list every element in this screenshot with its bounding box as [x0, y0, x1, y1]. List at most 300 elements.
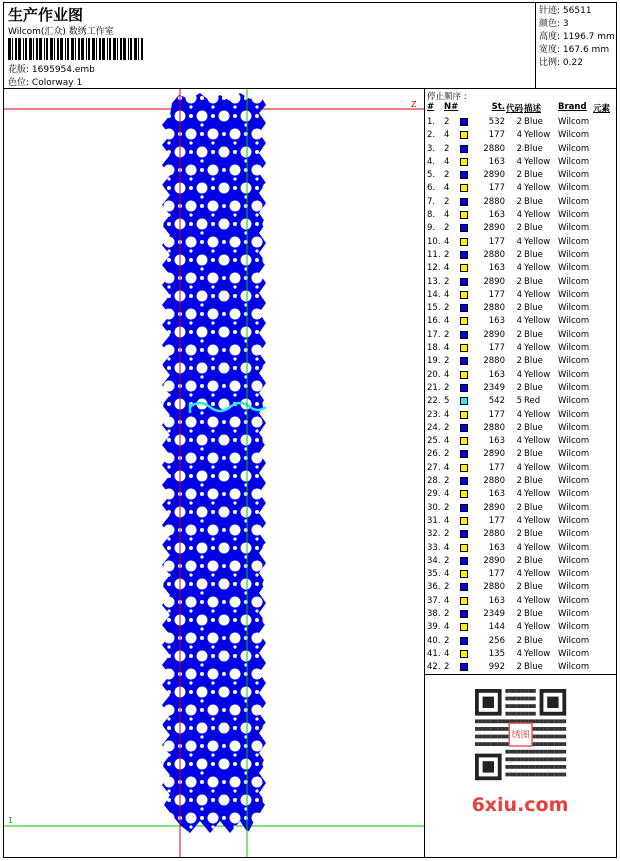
row-description: Yellow: [524, 648, 551, 659]
row-description: Yellow: [524, 595, 551, 606]
table-row: [425, 315, 616, 328]
swatch-box: [460, 610, 468, 618]
swatch-box: [460, 504, 468, 512]
row-description: Yellow: [524, 515, 551, 526]
row-code: 2: [516, 422, 522, 433]
row-code: 4: [516, 436, 522, 447]
table-row: [425, 355, 616, 368]
row-index: 30.: [427, 502, 441, 513]
row-code: 4: [516, 569, 522, 580]
swatch-box: [460, 184, 468, 192]
swatch-box: [460, 131, 468, 139]
row-stitches: 532: [488, 117, 505, 127]
row-brand: Wilcom: [558, 542, 590, 553]
row-stitches: 177: [488, 183, 505, 194]
row-code: 2: [516, 170, 522, 181]
swatch-box: [460, 198, 468, 206]
table-row: [425, 555, 616, 568]
row-description: Yellow: [524, 316, 551, 327]
row-code: 2: [516, 249, 522, 260]
row-brand: Wilcom: [558, 289, 590, 300]
table-row: [425, 581, 616, 594]
row-description: Yellow: [524, 210, 551, 221]
row-index: 38.: [427, 608, 441, 619]
row-description: Red: [524, 396, 541, 407]
row-description: Yellow: [524, 289, 551, 300]
row-stitches: 163: [488, 369, 505, 380]
row-description: Blue: [524, 662, 543, 673]
row-stitches: 2880: [483, 476, 505, 487]
row-code: 2: [516, 196, 522, 207]
colorway-value: Colorway 1: [31, 78, 83, 88]
row-description: Yellow: [524, 156, 551, 167]
table-row: [425, 329, 616, 342]
row-description: Blue: [524, 382, 543, 393]
row-index: 34.: [427, 555, 441, 566]
col-stitches: St.: [491, 102, 505, 112]
row-needle: 2: [444, 249, 450, 260]
swatch-box: [460, 411, 468, 419]
row-needle: 4: [444, 183, 450, 194]
row-index: 31.: [427, 515, 441, 526]
row-needle: 2: [444, 276, 450, 287]
swatch-box: [460, 477, 468, 485]
row-needle: 2: [444, 555, 450, 566]
row-needle: 2: [444, 223, 450, 234]
row-stitches: 542: [488, 396, 505, 407]
row-description: Yellow: [524, 622, 551, 633]
table-row: [425, 156, 616, 169]
row-index: 35.: [427, 569, 441, 580]
row-brand: Wilcom: [558, 382, 590, 393]
row-brand: Wilcom: [558, 515, 590, 526]
table-row: [425, 568, 616, 581]
row-index: 6.: [427, 183, 436, 194]
row-code: 4: [516, 183, 522, 194]
table-row: [425, 262, 616, 275]
row-code: 2: [516, 303, 522, 314]
row-needle: 4: [444, 130, 450, 141]
row-index: 18.: [427, 343, 441, 354]
row-needle: 4: [444, 289, 450, 300]
table-row: [425, 143, 616, 156]
row-brand: Wilcom: [558, 622, 590, 633]
row-description: Yellow: [524, 130, 551, 141]
swatch-box: [460, 437, 468, 445]
row-description: Blue: [524, 276, 543, 287]
row-index: 13.: [427, 276, 441, 287]
row-code: 4: [516, 316, 522, 327]
row-needle: 2: [444, 143, 450, 154]
header-block: [4, 3, 536, 89]
row-needle: 4: [444, 595, 450, 606]
row-needle: 4: [444, 156, 450, 167]
swatch-box: [460, 331, 468, 339]
row-needle: 2: [444, 449, 450, 460]
row-code: 2: [516, 276, 522, 287]
row-stitches: 163: [488, 542, 505, 553]
colorway-label: 色位:: [8, 78, 30, 88]
watermark-text: 6xiu.com: [471, 794, 569, 816]
row-needle: 4: [444, 436, 450, 447]
swatch-box: [460, 544, 468, 552]
row-code: 5: [516, 396, 522, 407]
row-code: 4: [516, 622, 522, 633]
table-row: [425, 435, 616, 448]
table-row: [425, 409, 616, 422]
row-stitches: 177: [488, 462, 505, 473]
pattern-file: 1695954.emb: [31, 65, 95, 75]
row-stitches: 144: [488, 622, 505, 633]
row-code: 2: [516, 555, 522, 566]
swatch-box: [460, 570, 468, 578]
row-index: 15.: [427, 303, 441, 314]
row-brand: Wilcom: [558, 143, 590, 154]
row-index: 27.: [427, 462, 441, 473]
swatch-box: [460, 238, 468, 246]
swatch-box: [460, 583, 468, 591]
row-brand: Wilcom: [558, 595, 590, 606]
row-brand: Wilcom: [558, 236, 590, 247]
swatch-box: [460, 171, 468, 179]
row-brand: Wilcom: [558, 396, 590, 407]
row-needle: 2: [444, 422, 450, 433]
row-index: 26.: [427, 449, 441, 460]
swatch-box: [460, 317, 468, 325]
row-description: Blue: [524, 582, 543, 593]
row-code: 4: [516, 409, 522, 420]
table-row: [425, 661, 616, 674]
row-brand: Wilcom: [558, 662, 590, 673]
swatch-box: [460, 490, 468, 498]
row-stitches: 2890: [483, 276, 505, 287]
stat-label: 针迹:: [539, 6, 561, 16]
swatch-box: [460, 530, 468, 538]
row-stitches: 2349: [483, 608, 505, 619]
table-header: [425, 102, 616, 114]
row-index: 37.: [427, 595, 441, 606]
row-description: Yellow: [524, 569, 551, 580]
embroidery-design-image: [4, 89, 425, 857]
axis-mark-bottom: 1: [8, 816, 14, 825]
row-needle: 2: [444, 635, 450, 646]
row-description: Yellow: [524, 542, 551, 553]
swatch-box: [460, 357, 468, 365]
row-stitches: 2890: [483, 170, 505, 181]
row-index: 42.: [427, 662, 441, 673]
row-code: 2: [516, 143, 522, 154]
swatch-box: [460, 211, 468, 219]
row-stitches: 2880: [483, 582, 505, 593]
stat-value: 56511: [562, 6, 592, 16]
row-code: 4: [516, 263, 522, 274]
row-brand: Wilcom: [558, 196, 590, 207]
row-index: 10.: [427, 236, 441, 247]
stat-value: 3: [562, 19, 569, 29]
row-stitches: 2880: [483, 356, 505, 367]
row-code: 2: [516, 582, 522, 593]
row-brand: Wilcom: [558, 502, 590, 513]
stat-colors: [539, 18, 616, 31]
row-description: Yellow: [524, 369, 551, 380]
row-stitches: 256: [488, 635, 505, 646]
row-needle: 4: [444, 462, 450, 473]
production-worksheet: [3, 2, 617, 858]
row-stitches: 2880: [483, 303, 505, 314]
stat-value: 1196.7 mm: [562, 32, 615, 42]
stat-label: 高度:: [539, 32, 561, 42]
row-index: 33.: [427, 542, 441, 553]
row-code: 4: [516, 648, 522, 659]
row-brand: Wilcom: [558, 635, 590, 646]
stop-sequence-title: 停止顺序 :: [427, 92, 467, 102]
table-row: [425, 448, 616, 461]
stat-stitches: [539, 5, 616, 18]
row-stitches: 2349: [483, 382, 505, 393]
row-stitches: 2880: [483, 249, 505, 260]
stat-value: 0.22: [562, 58, 583, 68]
row-stitches: 2890: [483, 223, 505, 234]
row-stitches: 163: [488, 156, 505, 167]
row-index: 2.: [427, 130, 436, 141]
row-index: 7.: [427, 196, 436, 207]
row-needle: 2: [444, 582, 450, 593]
table-row: [425, 276, 616, 289]
row-needle: 4: [444, 542, 450, 553]
row-description: Blue: [524, 555, 543, 566]
stat-value: 167.6 mm: [562, 45, 610, 55]
row-stitches: 163: [488, 316, 505, 327]
row-description: Yellow: [524, 183, 551, 194]
swatch-box: [460, 597, 468, 605]
row-code: 2: [516, 223, 522, 234]
row-index: 20.: [427, 369, 441, 380]
row-brand: Wilcom: [558, 316, 590, 327]
table-row: [425, 608, 616, 621]
row-index: 9.: [427, 223, 436, 234]
table-row: [425, 182, 616, 195]
table-row: [425, 648, 616, 661]
row-description: Blue: [524, 303, 543, 314]
design-preview: [4, 89, 425, 857]
row-stitches: 2890: [483, 449, 505, 460]
row-index: 23.: [427, 409, 441, 420]
row-code: 4: [516, 343, 522, 354]
row-index: 24.: [427, 422, 441, 433]
row-needle: 2: [444, 356, 450, 367]
stat-height: [539, 31, 616, 44]
table-row: [425, 289, 616, 302]
row-description: Yellow: [524, 409, 551, 420]
row-description: Yellow: [524, 263, 551, 274]
row-index: 29.: [427, 489, 441, 500]
table-row: [425, 169, 616, 182]
row-stitches: 163: [488, 210, 505, 221]
row-needle: 2: [444, 529, 450, 540]
row-description: Blue: [524, 635, 543, 646]
stop-sequence-rows: [425, 116, 616, 674]
row-stitches: 177: [488, 236, 505, 247]
table-row: [425, 222, 616, 235]
row-stitches: 2880: [483, 529, 505, 540]
row-stitches: 163: [488, 436, 505, 447]
stat-width: [539, 44, 616, 57]
stat-scale: [539, 57, 616, 70]
row-index: 11.: [427, 249, 441, 260]
row-index: 19.: [427, 356, 441, 367]
row-needle: 2: [444, 608, 450, 619]
row-index: 3.: [427, 143, 436, 154]
table-row: [425, 462, 616, 475]
row-needle: 4: [444, 569, 450, 580]
row-description: Blue: [524, 476, 543, 487]
row-needle: 2: [444, 303, 450, 314]
swatch-box: [460, 650, 468, 658]
row-index: 5.: [427, 170, 436, 181]
swatch-box: [460, 224, 468, 232]
row-brand: Wilcom: [558, 303, 590, 314]
row-index: 8.: [427, 210, 436, 221]
row-code: 4: [516, 156, 522, 167]
pattern-info: [8, 62, 95, 75]
row-code: 4: [516, 210, 522, 221]
row-stitches: 177: [488, 569, 505, 580]
row-index: 14.: [427, 289, 441, 300]
row-index: 4.: [427, 156, 436, 167]
row-needle: 4: [444, 489, 450, 500]
row-stitches: 163: [488, 263, 505, 274]
row-description: Blue: [524, 143, 543, 154]
row-description: Yellow: [524, 489, 551, 500]
row-brand: Wilcom: [558, 183, 590, 194]
row-stitches: 2880: [483, 143, 505, 154]
row-description: Blue: [524, 529, 543, 540]
table-row: [425, 542, 616, 555]
barcode-icon: [8, 38, 143, 60]
row-brand: Wilcom: [558, 369, 590, 380]
row-brand: Wilcom: [558, 608, 590, 619]
table-row: [425, 249, 616, 262]
stat-label: 宽度:: [539, 45, 561, 55]
col-index: #: [427, 102, 435, 112]
row-stitches: 177: [488, 289, 505, 300]
lace-strip: [162, 93, 266, 833]
table-row: [425, 528, 616, 541]
row-description: Blue: [524, 608, 543, 619]
row-stitches: 2880: [483, 196, 505, 207]
row-code: 4: [516, 236, 522, 247]
row-brand: Wilcom: [558, 409, 590, 420]
row-brand: Wilcom: [558, 223, 590, 234]
swatch-box: [460, 118, 468, 126]
swatch-box: [460, 264, 468, 272]
row-brand: Wilcom: [558, 117, 590, 127]
table-row: [425, 209, 616, 222]
row-needle: 4: [444, 210, 450, 221]
stat-label: 比例:: [539, 58, 561, 68]
stop-sequence-panel: [425, 89, 616, 675]
col-needle: N#: [444, 102, 459, 112]
row-code: 2: [516, 662, 522, 673]
row-stitches: 2890: [483, 329, 505, 340]
row-code: 2: [516, 329, 522, 340]
row-needle: 4: [444, 515, 450, 526]
row-stitches: 163: [488, 489, 505, 500]
row-index: 22.: [427, 396, 441, 407]
row-brand: Wilcom: [558, 422, 590, 433]
row-code: 4: [516, 542, 522, 553]
row-brand: Wilcom: [558, 569, 590, 580]
row-stitches: 2890: [483, 555, 505, 566]
row-needle: 4: [444, 648, 450, 659]
row-brand: Wilcom: [558, 210, 590, 221]
row-brand: Wilcom: [558, 462, 590, 473]
table-row: [425, 635, 616, 648]
table-row: [425, 236, 616, 249]
row-description: Blue: [524, 249, 543, 260]
table-row: [425, 395, 616, 408]
row-stitches: 177: [488, 343, 505, 354]
row-brand: Wilcom: [558, 276, 590, 287]
stats-block: [536, 3, 616, 89]
table-row: [425, 302, 616, 315]
row-index: 39.: [427, 622, 441, 633]
row-needle: 4: [444, 236, 450, 247]
row-code: 4: [516, 130, 522, 141]
swatch-box: [460, 464, 468, 472]
row-code: 2: [516, 502, 522, 513]
row-needle: 4: [444, 369, 450, 380]
row-brand: Wilcom: [558, 555, 590, 566]
table-row: [425, 595, 616, 608]
pattern-label: 花版:: [8, 65, 30, 75]
table-row: [425, 515, 616, 528]
table-row: [425, 382, 616, 395]
row-index: 32.: [427, 529, 441, 540]
row-needle: 2: [444, 476, 450, 487]
row-brand: Wilcom: [558, 170, 590, 181]
table-row: [425, 116, 616, 129]
row-brand: Wilcom: [558, 329, 590, 340]
row-index: 28.: [427, 476, 441, 487]
row-brand: Wilcom: [558, 436, 590, 447]
table-row: [425, 475, 616, 488]
swatch-box: [460, 450, 468, 458]
table-row: [425, 502, 616, 515]
row-brand: Wilcom: [558, 356, 590, 367]
row-needle: 4: [444, 343, 450, 354]
row-code: 2: [516, 608, 522, 619]
row-code: 2: [516, 356, 522, 367]
row-code: 2: [516, 382, 522, 393]
row-code: 4: [516, 289, 522, 300]
row-brand: Wilcom: [558, 476, 590, 487]
swatch-box: [460, 291, 468, 299]
col-code: 代码: [506, 104, 524, 114]
row-stitches: 177: [488, 515, 505, 526]
swatch-box: [460, 637, 468, 645]
swatch-box: [460, 344, 468, 352]
table-row: [425, 369, 616, 382]
row-description: Blue: [524, 117, 543, 127]
qr-watermark-block: [425, 675, 616, 857]
row-stitches: 2880: [483, 422, 505, 433]
row-brand: Wilcom: [558, 648, 590, 659]
row-code: 4: [516, 489, 522, 500]
row-needle: 2: [444, 196, 450, 207]
row-index: 1.: [427, 117, 436, 127]
table-row: [425, 342, 616, 355]
